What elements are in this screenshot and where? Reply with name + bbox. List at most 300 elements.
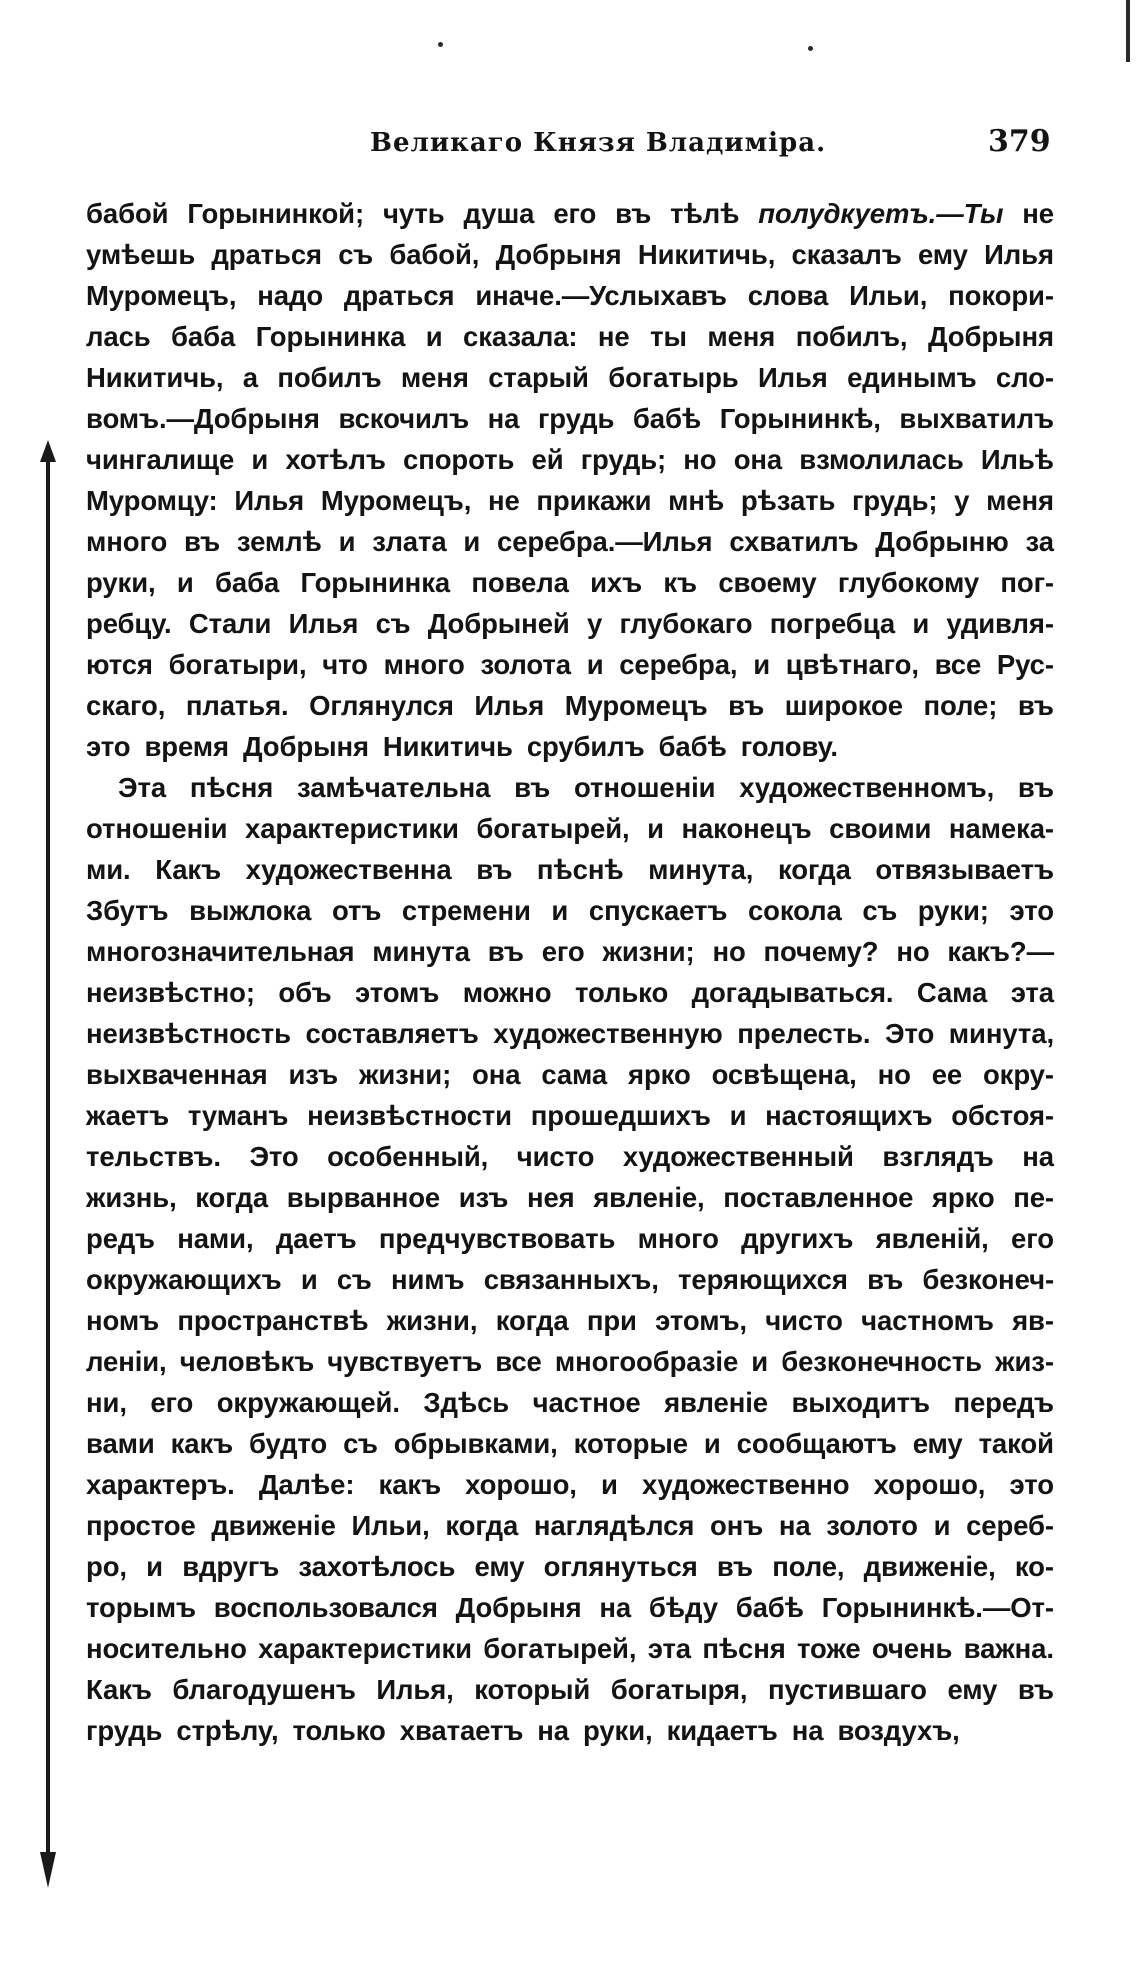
word: окру-: [982, 1059, 1054, 1090]
word: на: [487, 403, 520, 434]
word: поставленное: [723, 1182, 914, 1213]
word: и: [751, 1346, 769, 1377]
word: художественную: [493, 1018, 723, 1049]
word: Илья: [984, 239, 1054, 270]
word: богатырей,: [483, 1633, 637, 1664]
word: туманъ: [187, 1100, 289, 1131]
word: съ: [375, 608, 411, 639]
word: Горынинкой;: [187, 198, 365, 229]
word: обрывками,: [393, 1428, 558, 1459]
word: характеръ.: [86, 1469, 235, 1500]
word: взмолилась: [799, 444, 964, 475]
word: своими: [829, 813, 932, 844]
word: движеніе: [211, 1510, 336, 1541]
word: предчувствовать: [378, 1223, 616, 1254]
word: сама: [541, 1059, 608, 1090]
word: въ: [1017, 1674, 1054, 1705]
word: побилъ,: [795, 321, 908, 352]
word: ее: [931, 1059, 963, 1090]
word: прикажи: [536, 485, 652, 516]
word: пространствѣ: [177, 1305, 369, 1336]
word: явленіе,: [593, 1182, 705, 1213]
text-line: [86, 972, 1054, 1013]
word: умѣешь: [86, 239, 196, 270]
word: какъ: [378, 1469, 442, 1500]
word: вырванное: [286, 1182, 441, 1213]
word: серебра,: [619, 649, 738, 680]
word: въ: [514, 772, 551, 803]
text-line: [86, 726, 1054, 767]
word: чингалище: [86, 444, 235, 475]
text-line: [86, 1259, 1054, 1300]
word: жизни,: [386, 1305, 478, 1336]
word: настоящихъ: [765, 1100, 933, 1131]
word: эта: [1010, 977, 1054, 1008]
word: важна.: [963, 1633, 1054, 1664]
word: характеристики: [258, 1633, 472, 1664]
word: Горынинкѣ.—От-: [821, 1592, 1054, 1623]
text-line: [86, 1382, 1054, 1423]
word: которые: [573, 1428, 688, 1459]
word: пѣсня: [189, 772, 274, 803]
word: сказала:: [463, 321, 578, 352]
word: не: [597, 321, 630, 352]
word: пе-: [1013, 1182, 1054, 1213]
word: онъ: [710, 1510, 764, 1541]
word: серебра.—Илья: [497, 526, 713, 557]
word: леніи,: [86, 1346, 167, 1377]
word: отношеніи: [86, 813, 228, 844]
text-line: [86, 562, 1054, 603]
word: безконеч-: [922, 1264, 1054, 1295]
word: съ: [336, 1264, 372, 1295]
word: догадываться.: [691, 977, 894, 1008]
text-line: [86, 1095, 1054, 1136]
word: погребца: [769, 608, 896, 639]
word: связанныхъ,: [483, 1264, 659, 1295]
word: своему: [718, 567, 817, 598]
text-line: [86, 1054, 1054, 1095]
word: неизвѣстность: [86, 1018, 291, 1049]
word: на: [1022, 1141, 1054, 1172]
word: частное: [532, 1387, 641, 1418]
word: надо: [257, 280, 324, 311]
running-title: Великаго Князя Владиміра.: [370, 128, 827, 158]
word: особенный,: [327, 1141, 489, 1172]
word: захотѣлось: [298, 1551, 456, 1582]
text-line: [86, 1587, 1054, 1628]
word: очень: [871, 1633, 953, 1664]
word: когда: [777, 854, 851, 885]
word: она: [733, 444, 783, 475]
word: ты: [650, 321, 687, 352]
word: Ильѣ: [980, 444, 1054, 475]
word: и: [551, 895, 569, 926]
word: отвязываетъ: [875, 854, 1054, 885]
word: но: [683, 444, 717, 475]
word: Илья: [288, 608, 359, 639]
word: Збутъ: [86, 895, 169, 926]
word: баба: [214, 567, 280, 598]
word: и: [251, 444, 269, 475]
word: срубилъ: [526, 731, 645, 762]
word: ребцу.: [86, 608, 172, 639]
word: богатыри,: [168, 649, 307, 680]
word: бабѣ: [658, 731, 727, 762]
word: много: [637, 1223, 719, 1254]
word: съ: [338, 239, 374, 270]
word: благодушенъ: [172, 1674, 356, 1705]
text-line: [86, 1341, 1054, 1382]
word: все: [934, 649, 982, 680]
word: составляетъ: [305, 1018, 479, 1049]
word: безконечность: [781, 1346, 982, 1377]
word: руки,: [583, 1715, 653, 1746]
word: кидаетъ: [666, 1715, 778, 1746]
word: лась: [86, 321, 151, 352]
word: многообразіе: [554, 1346, 739, 1377]
word: землѣ: [236, 526, 322, 557]
binding-edge-line: [46, 450, 50, 1872]
word: поле,: [772, 1551, 845, 1582]
word: въ: [728, 690, 765, 721]
word: Это: [249, 1141, 299, 1172]
word: сереб-: [966, 1510, 1054, 1541]
text-line: [86, 1628, 1054, 1669]
word: изъ: [458, 1182, 509, 1213]
word: хотѣлъ: [285, 444, 386, 475]
word: Никитичь,: [86, 362, 224, 393]
word: нея: [526, 1182, 575, 1213]
print-speck: [438, 42, 443, 47]
word: торымъ: [86, 1592, 196, 1623]
word: въ: [1017, 772, 1054, 803]
word: чисто: [765, 1305, 843, 1336]
text-line: [86, 398, 1054, 439]
word: ко-: [1014, 1551, 1054, 1582]
word: яв-: [1012, 1305, 1054, 1336]
word: выхватилъ: [899, 403, 1054, 434]
text-line: [86, 808, 1054, 849]
word: Это: [885, 1018, 935, 1049]
word: объ: [278, 977, 332, 1008]
word: сло-: [995, 362, 1054, 393]
word: на: [599, 1592, 632, 1623]
word: прошедшихъ: [530, 1100, 711, 1131]
word: можно: [462, 977, 552, 1008]
word: ихъ: [590, 567, 643, 598]
word: бѣду: [648, 1592, 718, 1623]
word: въ: [615, 198, 652, 229]
word: руки,: [86, 567, 156, 598]
word: на: [537, 1715, 570, 1746]
word: этомъ,: [655, 1305, 747, 1336]
text-line: [86, 1669, 1054, 1710]
word: душа: [463, 198, 535, 229]
word: жиз-: [995, 1346, 1054, 1377]
word: частномъ: [861, 1305, 994, 1336]
binding-edge-bottom: [40, 1852, 56, 1888]
word: чувствуетъ: [327, 1346, 483, 1377]
word: цвѣтнаго,: [785, 649, 919, 680]
word: поле;: [923, 690, 998, 721]
word: не: [1022, 198, 1054, 229]
word: бабѣ: [735, 1592, 804, 1623]
word: Сама: [916, 977, 988, 1008]
text-line: [86, 1300, 1054, 1341]
word: замѣчательна: [296, 772, 491, 803]
word: Здѣсь: [423, 1387, 510, 1418]
text-line: [86, 767, 1054, 808]
word: Илья,: [376, 1674, 454, 1705]
word: пѣснѣ: [536, 854, 624, 885]
word: ни,: [86, 1387, 127, 1418]
word: Какъ: [86, 1674, 152, 1705]
word: освѣщена,: [711, 1059, 857, 1090]
word: и: [703, 1428, 721, 1459]
text-line: [86, 234, 1054, 275]
word: и: [601, 1469, 618, 1500]
word: Горынинка: [255, 321, 406, 352]
word: много: [383, 649, 465, 680]
text-line: [86, 1710, 1054, 1751]
word: вдругъ: [182, 1551, 280, 1582]
word: злата: [372, 526, 447, 557]
word: Добрыня: [495, 239, 622, 270]
word: Рус-: [996, 649, 1054, 680]
word: голову.: [740, 731, 838, 762]
text-line: [86, 480, 1054, 521]
word: эта: [647, 1633, 692, 1664]
word: въ: [476, 854, 513, 885]
text-line: [86, 1423, 1054, 1464]
word: сказалъ: [791, 239, 902, 270]
word: Добрыней: [427, 608, 570, 639]
word: при: [586, 1305, 637, 1336]
word: только: [574, 977, 669, 1008]
word: Добрыня: [927, 321, 1054, 352]
word: на: [778, 1510, 811, 1541]
word: наглядѣлся: [533, 1510, 695, 1541]
word: и: [176, 567, 194, 598]
word: Добрыня: [455, 1592, 582, 1623]
word: нимъ: [390, 1264, 465, 1295]
text-line: [86, 1546, 1054, 1587]
word: баба: [171, 321, 236, 352]
word: хорошо,: [465, 1469, 577, 1500]
word: художественный: [622, 1141, 854, 1172]
text-line: [86, 644, 1054, 685]
word: явленій,: [875, 1223, 989, 1254]
word: оглянуться: [543, 1551, 698, 1582]
word: когда: [195, 1182, 269, 1213]
word: время: [144, 731, 229, 762]
word: многозначительная: [86, 936, 355, 967]
text-line: [86, 849, 1054, 890]
text-line: [86, 1464, 1054, 1505]
word: отъ: [331, 895, 382, 926]
text-line: [86, 685, 1054, 726]
word: когда: [495, 1305, 569, 1336]
word: и: [425, 321, 443, 352]
word: жаетъ: [86, 1100, 170, 1131]
word: съ: [343, 1428, 378, 1459]
word: прелесть.: [737, 1018, 871, 1049]
word: наконецъ: [681, 813, 812, 844]
word: съ: [862, 895, 898, 926]
print-speck: [808, 46, 813, 51]
word: его: [553, 198, 597, 229]
text-line: [86, 890, 1054, 931]
text-line: [86, 439, 1054, 480]
word: сообщаютъ: [736, 1428, 897, 1459]
word: Муромцу:: [86, 485, 218, 516]
word: у: [586, 608, 603, 639]
word: спороть: [403, 444, 515, 475]
word: тѣлѣ: [670, 198, 740, 229]
word: окружающей.: [216, 1387, 400, 1418]
word: вомъ.—Добрыня: [86, 403, 320, 434]
word: Илья: [474, 690, 545, 721]
word: который: [474, 1674, 591, 1705]
word: какъ: [170, 1428, 234, 1459]
word: въ: [487, 936, 524, 967]
text-line: [86, 931, 1054, 972]
word: и: [300, 1264, 318, 1295]
word: у: [954, 485, 970, 516]
word: только: [292, 1715, 386, 1746]
word: воздухъ,: [837, 1715, 960, 1746]
word: художественна: [245, 854, 452, 885]
word: минута,: [648, 854, 754, 885]
word: ему: [912, 1428, 963, 1459]
word: къ: [663, 567, 697, 598]
word: много: [86, 526, 168, 557]
word: его: [150, 1387, 194, 1418]
word: выходитъ: [791, 1387, 930, 1418]
word: простое: [86, 1510, 196, 1541]
word: грудь: [537, 403, 615, 434]
word: въ: [183, 526, 221, 557]
word: повела: [471, 567, 569, 598]
word: его: [541, 936, 585, 967]
word: тоже: [797, 1633, 861, 1664]
word: намека-: [948, 813, 1054, 844]
word: глубокаго: [619, 608, 753, 639]
word: тельствъ.: [86, 1141, 221, 1172]
word: Муромецъ: [564, 690, 708, 721]
word: Добрыня: [242, 731, 369, 762]
word: ему: [947, 1674, 998, 1705]
word: выхваченная: [86, 1059, 268, 1090]
word: какъ?—: [947, 936, 1054, 967]
word: бабѣ: [632, 403, 702, 434]
word: Никитичь: [382, 731, 513, 762]
word: явленіе: [664, 1387, 768, 1418]
word: когда: [445, 1510, 519, 1541]
word: не: [487, 485, 520, 516]
word: теряющихся: [678, 1264, 848, 1295]
word: старый: [488, 362, 589, 393]
word: изъ: [288, 1059, 339, 1090]
word: спускаетъ: [588, 895, 728, 926]
word: единымъ: [847, 362, 977, 393]
word: за: [1025, 526, 1054, 557]
word: мнѣ: [668, 485, 725, 516]
word: обстоя-: [951, 1100, 1054, 1131]
word: чисто: [516, 1141, 595, 1172]
word: художественно: [641, 1469, 850, 1500]
word: но: [877, 1059, 911, 1090]
word: ро,: [86, 1551, 127, 1582]
word: характеристики: [245, 813, 459, 844]
word: богатыря,: [610, 1674, 748, 1705]
word: но: [896, 936, 930, 967]
word: его: [1011, 1223, 1054, 1254]
word: ются: [86, 649, 153, 680]
word: ярко: [931, 1182, 995, 1213]
word: окружающихъ: [86, 1264, 282, 1295]
word: минута,: [948, 1018, 1054, 1049]
word: пог-: [1000, 567, 1054, 598]
word: богатырь: [608, 362, 739, 393]
word: неизвѣстности: [307, 1100, 512, 1131]
word: Горынинка: [300, 567, 451, 598]
word: редъ: [86, 1223, 155, 1254]
corner-mark: [1126, 0, 1130, 62]
word: ему: [917, 239, 968, 270]
word: а: [242, 362, 258, 393]
word: неизвѣстно;: [86, 977, 255, 1008]
word: и: [729, 1100, 747, 1131]
word: грудь: [86, 1715, 163, 1746]
word: бабой,: [389, 239, 480, 270]
word: отношеніи: [574, 772, 716, 803]
body-text: [86, 193, 1054, 1751]
word: Эта: [118, 772, 167, 803]
word: въ: [716, 1551, 753, 1582]
text-line: [86, 1013, 1054, 1054]
word: сокола: [747, 895, 842, 926]
word: но: [712, 936, 746, 967]
word: Никитичь,: [637, 239, 776, 270]
word: платья.: [185, 690, 289, 721]
word: меня: [707, 321, 776, 352]
word: такой: [978, 1428, 1054, 1459]
word: меня: [400, 362, 469, 393]
word: минута: [372, 936, 470, 967]
word: и: [586, 649, 604, 680]
word: другихъ: [741, 1223, 854, 1254]
word: и: [146, 1551, 163, 1582]
word: стремени: [401, 895, 531, 926]
text-line: [86, 1218, 1054, 1259]
word: рѣзать: [740, 485, 836, 516]
word: это: [1009, 1469, 1054, 1500]
word: она: [472, 1059, 521, 1090]
text-line: [86, 521, 1054, 562]
word: побилъ: [277, 362, 382, 393]
word: человѣкъ: [179, 1346, 315, 1377]
text-line: [86, 1505, 1054, 1546]
word: пустившаго: [767, 1674, 927, 1705]
word: движеніе,: [863, 1551, 996, 1582]
word: ми.: [86, 854, 131, 885]
word: богатырей,: [476, 813, 630, 844]
word: вскочилъ: [338, 403, 470, 434]
text-line: [86, 193, 1054, 234]
text-line: [86, 1136, 1054, 1177]
